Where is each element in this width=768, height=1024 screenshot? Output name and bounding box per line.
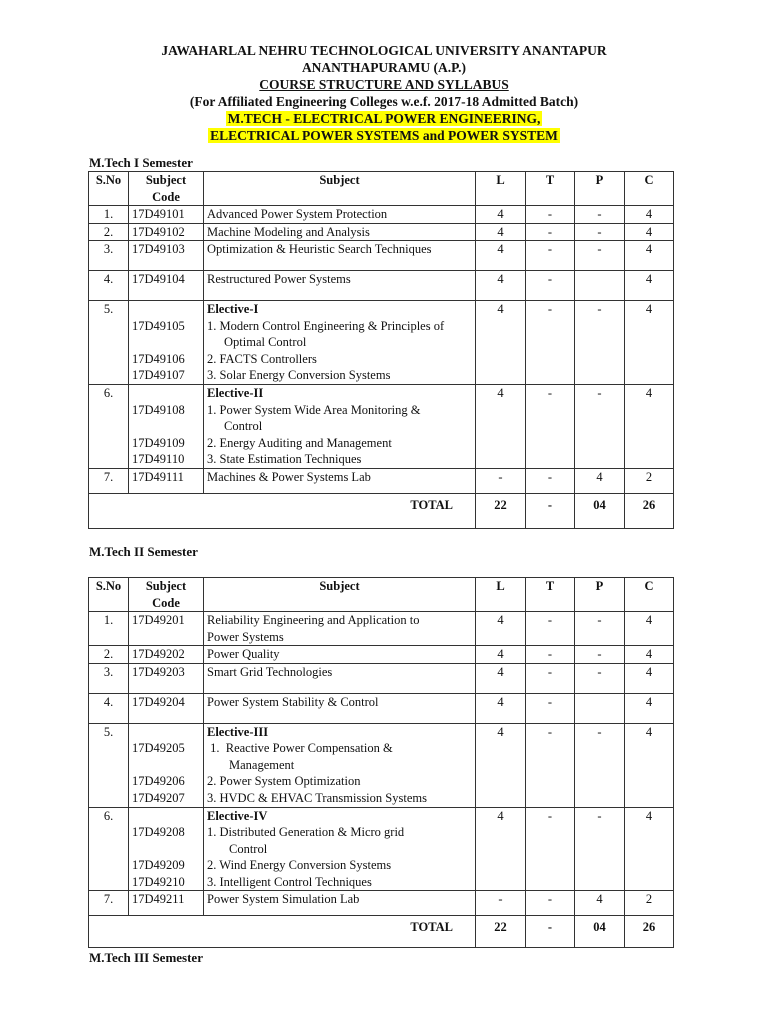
elective-row: 6. 17D49108 17D49109 17D49110 Elective-II 1. Power System Wide Area Monitoring & Control 2. Energy Auditing and Management 3. State Estimation Techniques 4 - - 4: [89, 385, 674, 469]
table-row: 2. 17D49102 Machine Modeling and Analysis 4 - - 4: [89, 223, 674, 241]
university-name: JAWAHARLAL NEHRU TECHNOLOGICAL UNIVERSITY ANANTAPUR: [161, 43, 607, 58]
program-name-line2: ELECTRICAL POWER SYSTEMS and POWER SYSTEM: [210, 128, 558, 143]
table-header-row: [89, 578, 674, 612]
col-l: L: [476, 172, 526, 206]
col-subject: Subject: [204, 578, 476, 612]
document-title: COURSE STRUCTURE AND SYLLABUS: [259, 77, 509, 92]
col-sno: S.No: [89, 578, 129, 612]
col-subject: Subject: [204, 172, 476, 206]
document-header: [0, 42, 768, 144]
col-c: C: [625, 172, 674, 206]
table-row: 4. 17D49104 Restructured Power Systems 4 - 4: [89, 271, 674, 301]
table-row: 3. 17D49203 Smart Grid Technologies 4 - - 4: [89, 663, 674, 693]
program-name-line1: M.TECH - ELECTRICAL POWER ENGINEERING,: [227, 111, 541, 126]
semester-1-table: [88, 171, 674, 529]
table-row: 1. 17D49101 Advanced Power System Protection 4 - - 4: [89, 206, 674, 224]
table-row: 4. 17D49204 Power System Stability & Control 4 - 4: [89, 693, 674, 723]
semester-2-table: [88, 577, 674, 948]
elective-title: Elective-IV: [207, 808, 268, 823]
elective-row: 5. 17D49205 17D49206 17D49207 Elective-III 1. Reactive Power Compensation & Management 2. Power System Optimization 3. HVDC & EHVAC Transmission Systems 4 - - 4: [89, 723, 674, 807]
semester-2-title: M.Tech II Semester: [89, 544, 198, 559]
table-row: 1. 17D49201 Reliability Engineering and Application to Power Systems 4 - - 4: [89, 612, 674, 646]
semester-1-title: M.Tech I Semester: [89, 155, 193, 170]
col-p: P: [575, 172, 625, 206]
semester-3-title: M.Tech III Semester: [89, 950, 203, 965]
table-row: 3. 17D49103 Optimization & Heuristic Search Techniques 4 - - 4: [89, 241, 674, 271]
elective-title: Elective-III: [207, 724, 269, 739]
col-sno: S.No: [89, 172, 129, 206]
elective-title: Elective-II: [207, 386, 264, 400]
col-c: C: [625, 578, 674, 612]
table-row: 7. 17D49211 Power System Simulation Lab - - 4 2: [89, 891, 674, 916]
col-code: Subject Code: [129, 578, 204, 612]
total-row: TOTAL 22 - 04 26: [89, 493, 674, 528]
col-code: Subject Code: [129, 172, 204, 206]
col-t: T: [526, 172, 575, 206]
document-subtitle: (For Affiliated Engineering Colleges w.e.f. 2017-18 Admitted Batch): [189, 94, 579, 109]
university-location: ANANTHAPURAMU (A.P.): [301, 60, 467, 75]
elective-title: Elective-I: [207, 302, 259, 316]
elective-row: 5. 17D49105 17D49106 17D49107 Elective-I 1. Modern Control Engineering & Principles of Optimal Control 2. FACTS Controllers 3. Solar Energy Conversion Systems 4 - - 4: [89, 301, 674, 385]
total-row: TOTAL 22 - 04 26: [89, 916, 674, 948]
col-p: P: [575, 578, 625, 612]
col-t: T: [526, 578, 575, 612]
table-row: 2. 17D49202 Power Quality 4 - - 4: [89, 646, 674, 664]
table-row: 7. 17D49111 Machines & Power Systems Lab - - 4 2: [89, 468, 674, 493]
elective-row: 6. 17D49208 17D49209 17D49210 Elective-IV 1. Distributed Generation & Micro grid Control 2. Wind Energy Conversion Systems 3. Intelligent Control Techniques 4 - - 4: [89, 807, 674, 891]
col-l: L: [476, 578, 526, 612]
table-header-row: [89, 172, 674, 206]
